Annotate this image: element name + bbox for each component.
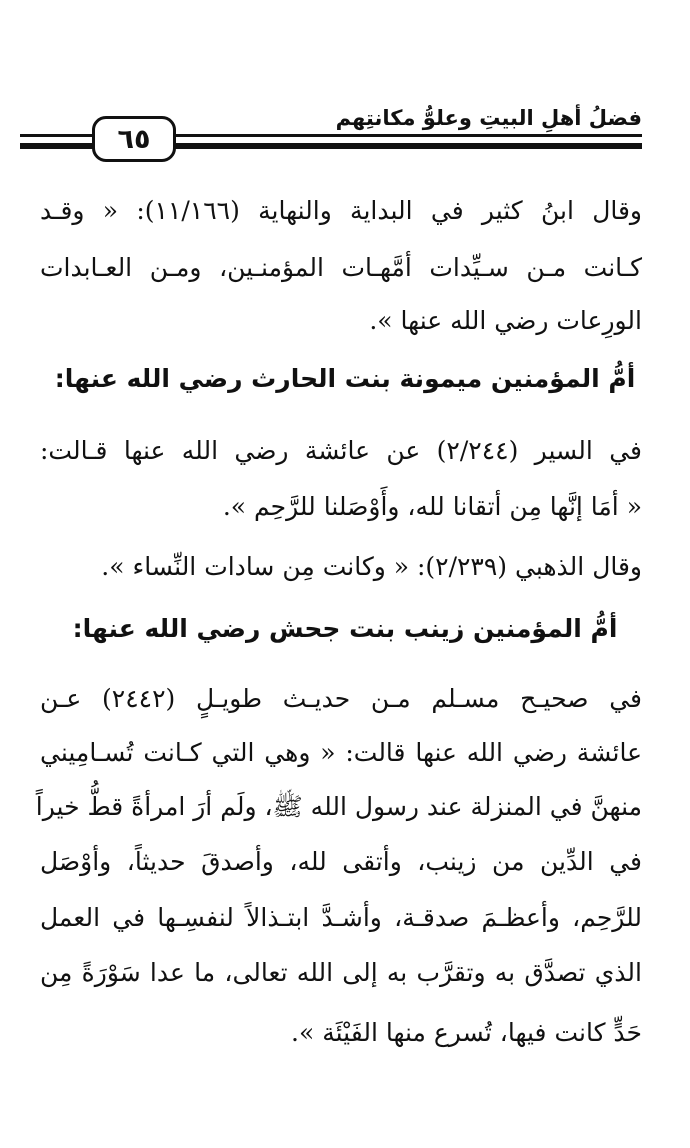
section-heading: أمُّ المؤمنين زينب بنت جحش رضي الله عنها:	[72, 614, 618, 643]
text-line: وقال الذهبي (٢/٢٣٩): « وكانت مِن سادات النِّساء ».	[101, 552, 642, 581]
text-line: منهنَّ في المنزلة عند رسول الله ﷺ، ولَم أرَ امرأةً قطُّ خيراً	[35, 792, 642, 821]
text-line: في صحيـح مسـلم مـن حديـث طويـلٍ (٢٤٤٢) عـن	[40, 684, 642, 713]
section-heading: أمُّ المؤمنين ميمونة بنت الحارث رضي الله عنها:	[54, 364, 636, 393]
text-line: وقال ابنُ كثير في البداية والنهاية (١١/١٦٦): « وقـد	[40, 196, 642, 225]
text-line: حَدٍّ كانت فيها، تُسرع منها الفَيْئَة ».	[291, 1018, 642, 1047]
text-line: للرَّحِم، وأعظـمَ صدقـة، وأشـدَّ ابتـذالاً لنفسِـها في العمل	[40, 903, 642, 932]
text-line: « أمَا إنَّها مِن أتقانا لله، وأَوْصَلنا للرَّحِم ».	[222, 492, 642, 521]
text-line: الذي تصدَّق به وتقرَّب به إلى الله تعالى، ما عدا سَوْرَةً مِن	[40, 958, 642, 987]
text-line: في الدِّين من زينب، وأتقى لله، وأصدقَ حديثاً، وأوْصَل	[40, 847, 642, 876]
page-number: ٦٥	[92, 116, 176, 162]
text-line: الورِعات رضي الله عنها ».	[369, 306, 642, 335]
text-line: كـانت مـن سـيِّدات أمَّهـات المؤمنـين، ومـن العـابدات	[40, 253, 642, 282]
text-line: في السير (٢/٢٤٤) عن عائشة رضي الله عنها قـالت:	[40, 436, 642, 465]
text-line: عائشة رضي الله عنها قالت: « وهي التي كـانت تُسـامِيني	[40, 738, 642, 767]
running-header-title: فضلُ أهلِ البيتِ وعلوُّ مكانتِهم	[335, 106, 642, 130]
